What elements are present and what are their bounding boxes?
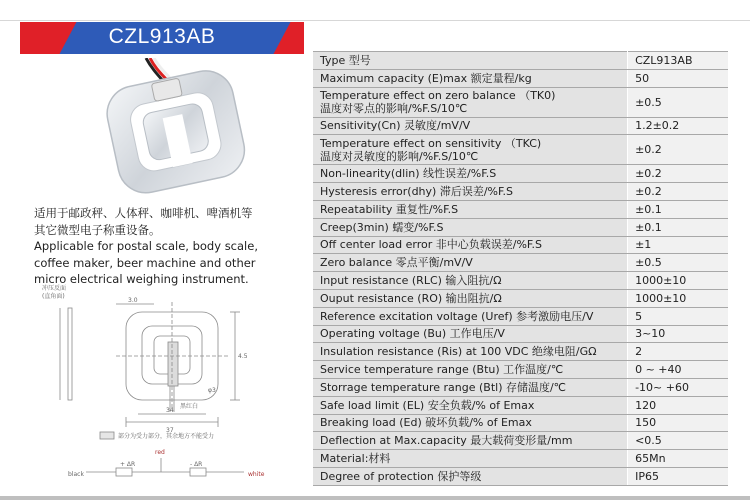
dim-label-b: 37: [166, 427, 174, 434]
spec-parameter-line-1: Maximum capacity (E)max 额定量程/kg: [320, 71, 532, 85]
spec-row: [313, 165, 728, 183]
spec-value: ±0.2: [628, 165, 728, 183]
spec-parameter: [313, 432, 628, 450]
spec-row: [313, 378, 728, 396]
dim-label-d: 4.5: [238, 353, 248, 360]
spec-parameter-line-1: Temperature effect on sensitivity （TKC): [320, 136, 542, 150]
spec-parameter-line-1: Sensitivity(Cn) 灵敏度/mV/V: [320, 119, 471, 133]
dim-label-f: 黑红白: [180, 403, 199, 410]
spec-parameter: [313, 396, 628, 414]
side-profile: [68, 308, 72, 400]
spec-parameter-line-1: Non-linearity(dlin) 线性误差/%F.S: [320, 167, 497, 181]
spec-value: 0 ~ +40: [628, 361, 728, 379]
spec-value: ±1: [628, 236, 728, 254]
spec-parameter: [313, 87, 628, 117]
spec-value: ±0.1: [628, 218, 728, 236]
spec-parameter-line-1: Temperature effect on zero balance （TK0): [320, 89, 556, 103]
spec-parameter-line-1: Operating voltage (Bu) 工作电压/V: [320, 327, 505, 341]
spec-row: [313, 236, 728, 254]
spec-parameter-line-1: Safe load limit (EL) 安全负载/% of Emax: [320, 398, 535, 412]
spec-parameter: [313, 254, 628, 272]
spec-value: 65Mn: [628, 450, 728, 468]
spec-value: 1000±10: [628, 272, 728, 290]
dim-label-a: 3.0: [128, 297, 138, 304]
description-cn-line-1: 适用于邮政秤、人体秤、咖啡机、啤酒机等: [34, 206, 253, 220]
spec-parameter-line-1: Storrage temperature range (Btl) 存储温度/℃: [320, 380, 567, 394]
spec-row: [313, 52, 728, 70]
spec-row: [313, 361, 728, 379]
spec-row: [313, 218, 728, 236]
bottom-divider: [0, 496, 750, 500]
spec-parameter: [313, 325, 628, 343]
spec-value: 3~10: [628, 325, 728, 343]
spec-parameter: [313, 69, 628, 87]
spec-parameter-line-1: Off center load error 非中心负载误差/%F.S: [320, 238, 542, 252]
section-label-1: 冲压反面: [42, 285, 67, 292]
spec-parameter-line-1: Insulation resistance (Ris) at 100 VDC 绝缘电阻/GΩ: [320, 345, 597, 359]
spec-parameter: [313, 378, 628, 396]
spec-parameter-line-1: Repeatability 重复性/%F.S: [320, 202, 459, 216]
spec-parameter-line-1: Breaking load (Ed) 破坏负载/% of Emax: [320, 416, 532, 430]
spec-parameter: [313, 467, 628, 485]
minus-delta-r-label: - ΔR: [190, 461, 203, 468]
spec-parameter-line-2: 温度对灵敏度的影响/%F.S/10℃: [320, 149, 479, 163]
spec-parameter-line-2: 温度对零点的影响/%F.S/10℃: [320, 102, 468, 116]
spec-parameter-line-1: Input resistance (RLC) 输入阻抗/Ω: [320, 274, 502, 288]
spec-value: 150: [628, 414, 728, 432]
plus-delta-r-label: + ΔR: [120, 461, 136, 468]
spec-row: [313, 135, 728, 165]
spec-parameter: [313, 52, 628, 70]
spec-value: 2: [628, 343, 728, 361]
spec-parameter: [313, 218, 628, 236]
spec-parameter: [313, 450, 628, 468]
spec-row: [313, 69, 728, 87]
spec-table: [313, 51, 728, 486]
description-en-line-2: coffee maker, beer machine and other: [34, 255, 256, 270]
spec-parameter: [313, 165, 628, 183]
spec-parameter: [313, 200, 628, 218]
spec-parameter: [313, 117, 628, 135]
spec-parameter-line-1: Hysteresis error(dhy) 滞后误差/%F.S: [320, 185, 514, 199]
spec-row: [313, 254, 728, 272]
drawing-note: 部分为受力部分，其余地方不能受力: [118, 433, 215, 440]
spec-row: [313, 450, 728, 468]
spec-parameter: [313, 272, 628, 290]
spec-value: ±0.5: [628, 87, 728, 117]
spec-parameter: [313, 343, 628, 361]
description-cn-line-2: 其它微型电子称重设备。: [34, 222, 161, 237]
product-photo: [90, 58, 260, 198]
spec-value: 1.2±0.2: [628, 117, 728, 135]
spec-row: [313, 343, 728, 361]
spec-parameter: [313, 135, 628, 165]
spec-row: [313, 87, 728, 117]
spec-row: [313, 183, 728, 201]
spec-value: ±0.1: [628, 200, 728, 218]
title-banner: [20, 22, 304, 54]
wire-red-label: red: [155, 449, 165, 456]
wire-white-label: white: [248, 471, 265, 478]
wire-black-label: black: [68, 471, 84, 478]
spec-value: 120: [628, 396, 728, 414]
spec-row: [313, 307, 728, 325]
spec-value: <0.5: [628, 432, 728, 450]
spec-parameter-line-1: Type 型号: [320, 53, 371, 67]
technical-drawing: [30, 282, 320, 482]
spec-value: ±0.5: [628, 254, 728, 272]
spec-row: [313, 289, 728, 307]
spec-value: 5: [628, 307, 728, 325]
section-label-2: (直角面): [42, 293, 65, 300]
spec-row: [313, 325, 728, 343]
spec-row: [313, 117, 728, 135]
spec-parameter-line-1: Degree of protection 保护等级: [320, 469, 482, 483]
spec-parameter: [313, 361, 628, 379]
spec-value: 50: [628, 69, 728, 87]
spec-parameter-line-1: Zero balance 零点平衡/mV/V: [320, 256, 473, 270]
dim-label-c: 34: [166, 407, 174, 414]
spec-parameter-line-1: Service temperature range (Btu) 工作温度/℃: [320, 363, 564, 377]
spec-row: [313, 467, 728, 485]
spec-value: ±0.2: [628, 183, 728, 201]
spec-parameter: [313, 414, 628, 432]
spec-parameter-line-1: Ouput resistance (RO) 输出阻抗/Ω: [320, 291, 502, 305]
spec-row: [313, 272, 728, 290]
spec-parameter: [313, 307, 628, 325]
spec-value: ±0.2: [628, 135, 728, 165]
spec-parameter-line-1: Creep(3min) 蠕变/%F.S: [320, 220, 444, 234]
spec-row: [313, 432, 728, 450]
top-divider: [0, 20, 750, 21]
spec-row: [313, 396, 728, 414]
spec-parameter-line-1: Material:材料: [320, 452, 391, 466]
spec-parameter-line-1: Deflection at Max.capacity 最大载荷变形量/mm: [320, 434, 573, 448]
spec-row: [313, 200, 728, 218]
spec-row: [313, 414, 728, 432]
spec-value: -10~ +60: [628, 378, 728, 396]
description-en-line-3: micro electrical weighing instrument.: [34, 272, 249, 286]
spec-value: 1000±10: [628, 289, 728, 307]
spec-value: IP65: [628, 467, 728, 485]
application-description: [34, 205, 304, 288]
spec-value: CZL913AB: [628, 52, 728, 70]
spec-parameter: [313, 183, 628, 201]
product-title: CZL913AB: [108, 25, 216, 48]
spec-parameter: [313, 289, 628, 307]
spec-parameter-line-1: Reference excitation voltage (Uref) 参考激励电压/V: [320, 309, 594, 323]
dim-label-e: φ3: [208, 387, 216, 394]
spec-parameter: [313, 236, 628, 254]
description-en-line-1: Applicable for postal scale, body scale,: [34, 239, 258, 253]
